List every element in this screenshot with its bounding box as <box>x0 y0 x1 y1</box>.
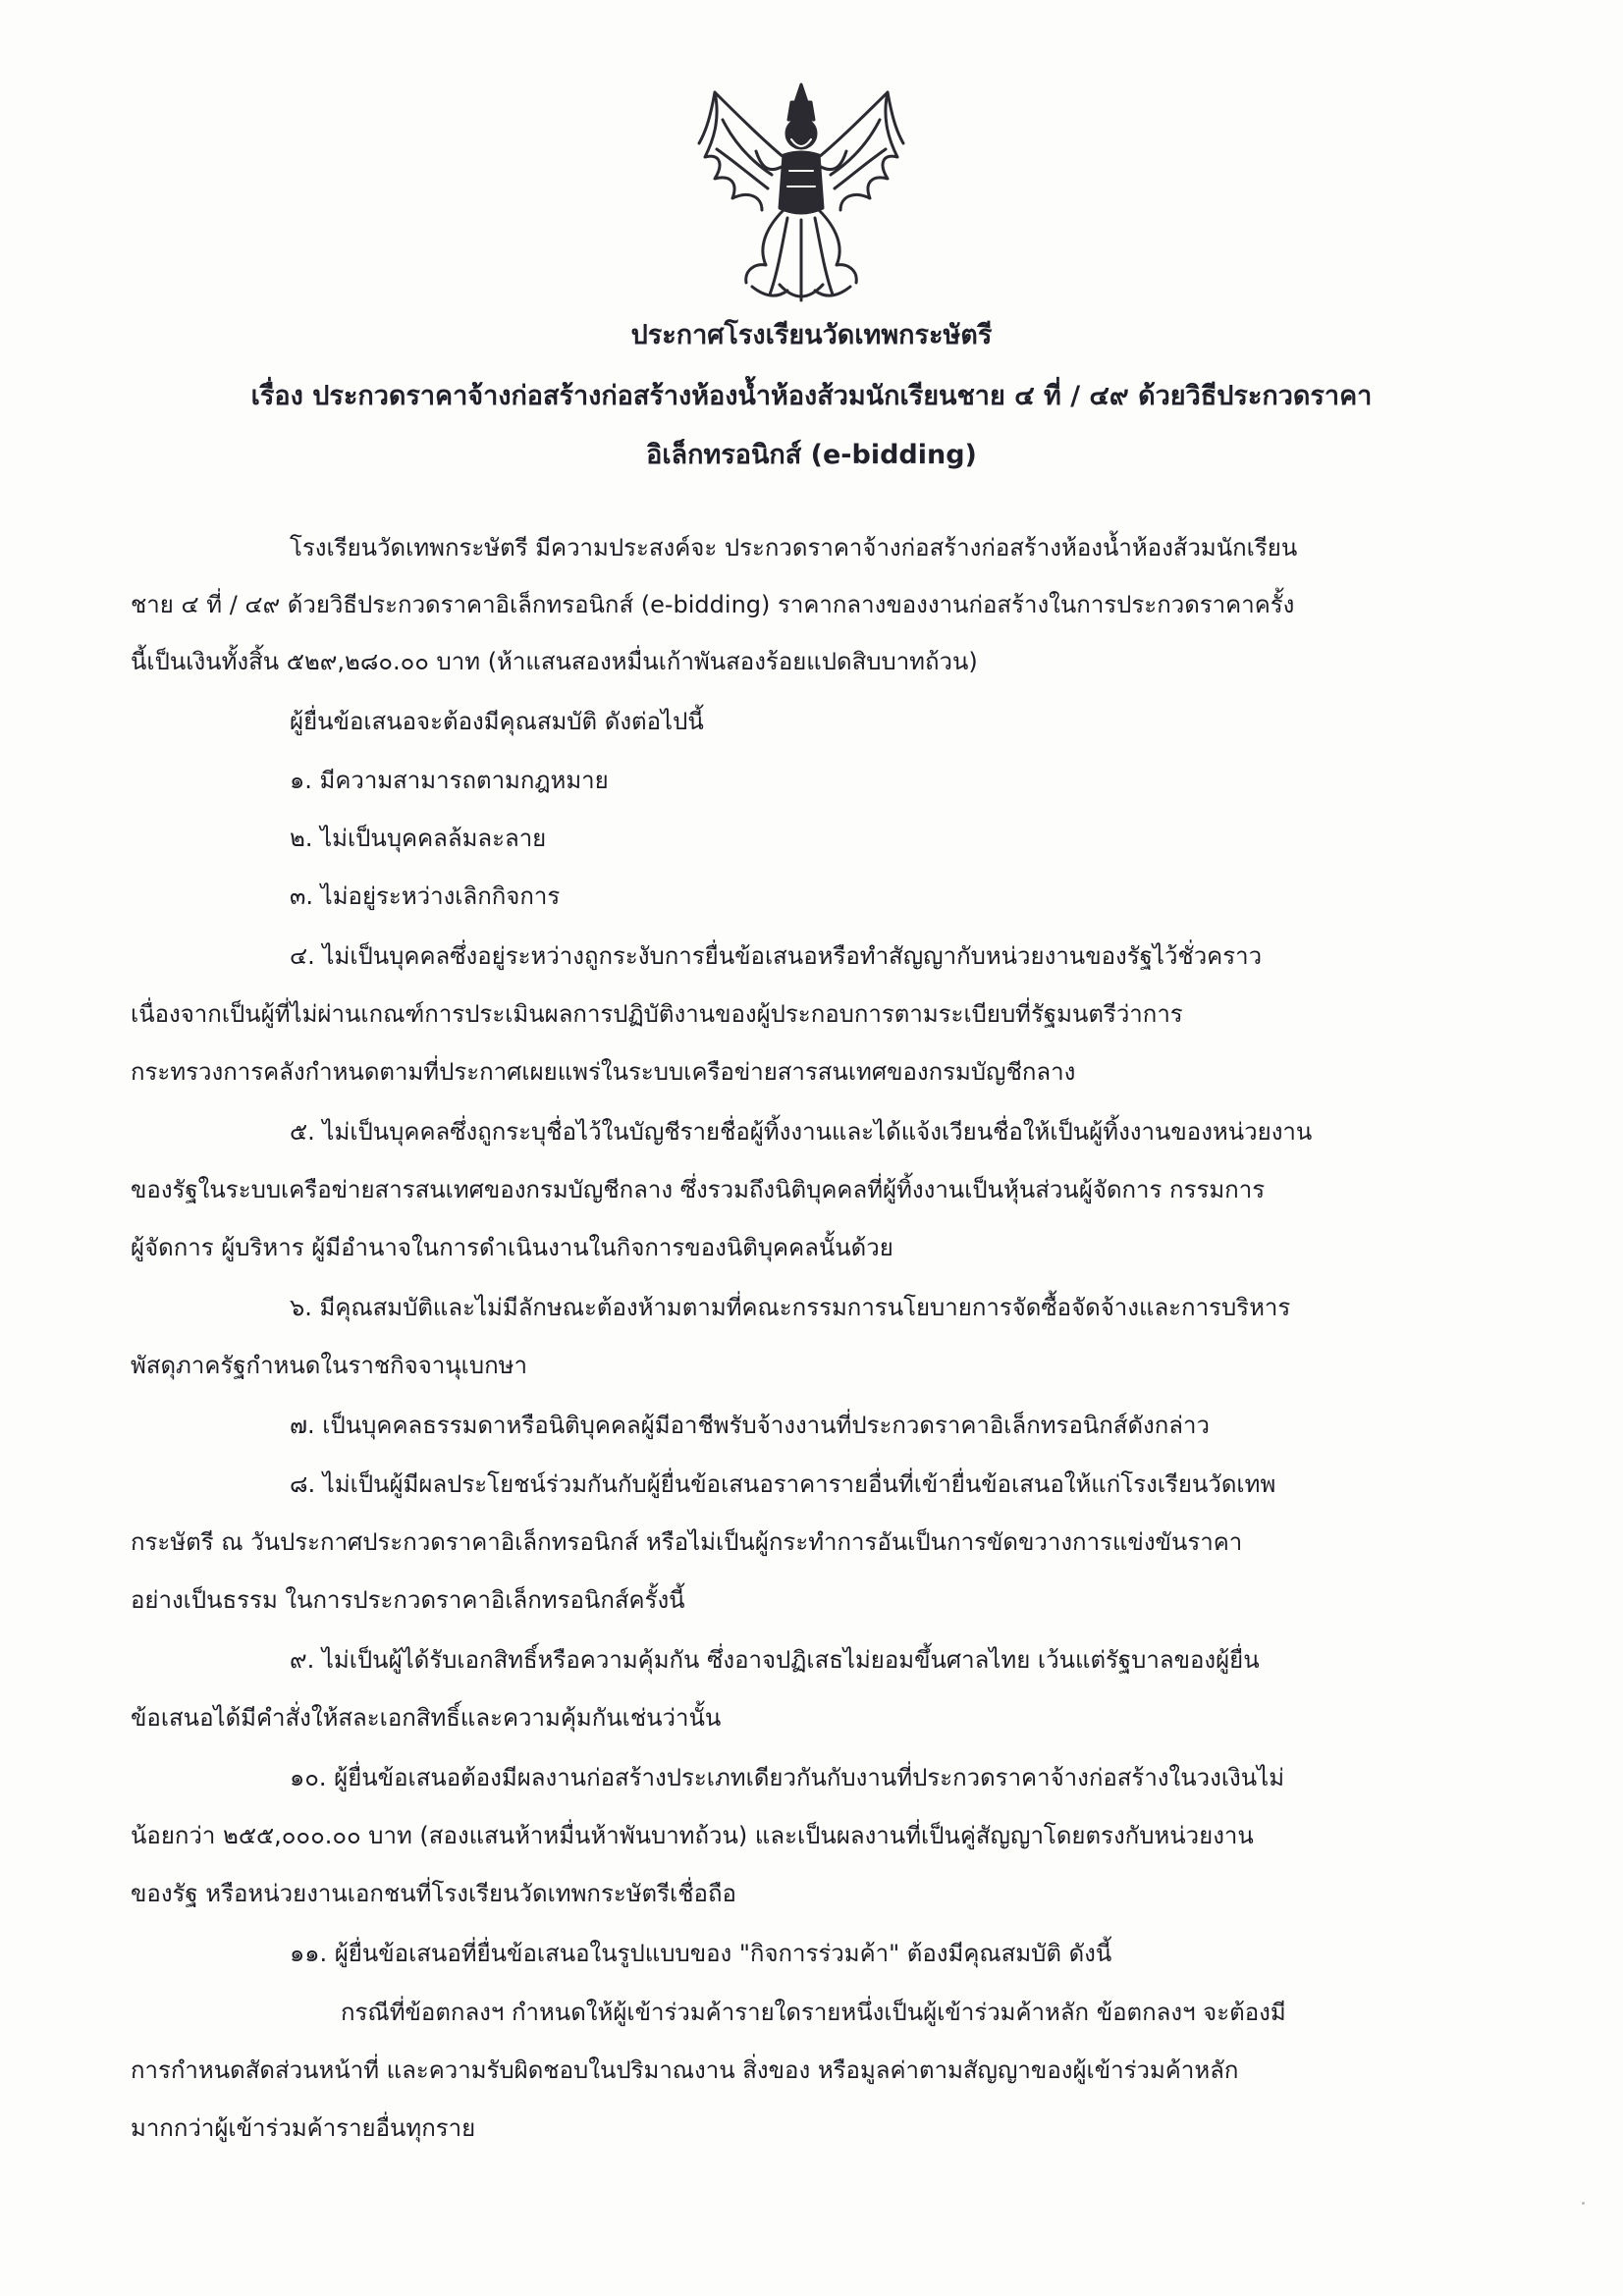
qualification-item-continued: พัสดุภาครัฐกำหนดในราชกิจจานุเบกษา <box>131 1352 527 1379</box>
qualification-item-continued: ของรัฐ หรือหน่วยงานเอกชนที่โรงเรียนวัดเทพกระษัตรีเชื่อถือ <box>131 1880 736 1907</box>
qualification-item-continued: ข้อเสนอได้มีคำสั่งให้สละเอกสิทธิ์และความคุ้มกันเช่นว่านั้น <box>131 1704 722 1732</box>
qualification-item-continued: น้อยกว่า ๒๕๕,๐๐๐.๐๐ บาท (สองแสนห้าหมื่นห้าพันบาทถ้วน) และเป็นผลงานที่เป็นคู่สัญญาโดยตรงกับหน่วยงาน <box>131 1822 1254 1849</box>
qualification-item: ๗. เป็นบุคคลธรรมดาหรือนิติบุคคลผู้มีอาชีพรับจ้างงานที่ประกวดราคาอิเล็กทรอนิกส์ดังกล่าว <box>290 1412 1210 1439</box>
announcement-subject: เรื่อง ประกวดราคาจ้างก่อสร้างก่อสร้างห้องน้ำห้องส้วมนักเรียนชาย ๔ ที่ / ๔๙ ด้วยวิธีประกวดราคา <box>250 381 1373 411</box>
qualification-item-continued: อย่างเป็นธรรม ในการประกวดราคาอิเล็กทรอนิกส์ครั้งนี้ <box>131 1586 685 1614</box>
qualification-item-continued: ของรัฐในระบบเครือข่ายสารสนเทศของกรมบัญชีกลาง ซึ่งรวมถึงนิติบุคคลที่ผู้ทิ้งงานเป็นหุ้นส่วนผู้จัดการ กรรมการ <box>131 1176 1266 1203</box>
qualification-item: ๖. มีคุณสมบัติและไม่มีลักษณะต้องห้ามตามที่คณะกรรมการนโยบายการจัดซื้อจัดจ้างและการบริหาร <box>290 1294 1291 1321</box>
qualification-item: ๔. ไม่เป็นบุคคลซึ่งอยู่ระหว่างถูกระงับการยื่นข้อเสนอหรือทำสัญญากับหน่วยงานของรัฐไว้ชั่วคราว <box>290 942 1263 970</box>
joint-venture-clause-continued: มากกว่าผู้เข้าร่วมค้ารายอื่นทุกราย <box>131 2114 476 2142</box>
qualification-item: ๑. มีความสามารถตามกฎหมาย <box>290 767 609 794</box>
joint-venture-clause-continued: การกำหนดสัดส่วนหน้าที่ และความรับผิดชอบในปริมาณงาน สิ่งของ หรือมูลค่าตามสัญญาของผู้เข้าร่วมค้าหลัก <box>131 2056 1239 2084</box>
qualification-item: ๑๑. ผู้ยื่นข้อเสนอที่ยื่นข้อเสนอในรูปแบบของ "กิจการร่วมค้า" ต้องมีคุณสมบัติ ดังนี้ <box>290 1940 1112 1967</box>
qualification-item-continued: ผู้จัดการ ผู้บริหาร ผู้มีอำนาจในการดำเนินงานในกิจการของนิติบุคคลนั้นด้วย <box>131 1234 893 1261</box>
intro-line: ชาย ๔ ที่ / ๔๙ ด้วยวิธีประกวดราคาอิเล็กทรอนิกส์ (e-bidding) ราคากลางของงานก่อสร้างในการประกวดราคาครั้ง <box>131 591 1295 618</box>
qualifications-intro: ผู้ยื่นข้อเสนอจะต้องมีคุณสมบัติ ดังต่อไปนี้ <box>290 708 704 735</box>
qualification-item-continued: กระทรวงการคลังกำหนดตามที่ประกาศเผยแพร่ในระบบเครือข่ายสารสนเทศของกรมบัญชีกลาง <box>131 1058 1076 1086</box>
intro-line: โรงเรียนวัดเทพกระษัตรี มีความประสงค์จะ ประกวดราคาจ้างก่อสร้างก่อสร้างห้องน้ำห้องส้วมนักเรียน <box>290 534 1298 561</box>
qualification-item-continued: เนื่องจากเป็นผู้ที่ไม่ผ่านเกณฑ์การประเมินผลการปฏิบัติงานของผู้ประกอบการตามระเบียบที่รัฐมนตรีว่าการ <box>131 1000 1183 1028</box>
qualification-item: ๑๐. ผู้ยื่นข้อเสนอต้องมีผลงานก่อสร้างประเภทเดียวกันกับงานที่ประกวดราคาจ้างก่อสร้างในวงเงินไม่ <box>290 1764 1285 1791</box>
intro-line: นี้เป็นเงินทั้งสิ้น ๕๒๙,๒๘๐.๐๐ บาท (ห้าแสนสองหมื่นเก้าพันสองร้อยแปดสิบบาทถ้วน) <box>131 648 978 675</box>
qualification-item: ๘. ไม่เป็นผู้มีผลประโยชน์ร่วมกันกับผู้ยื่นข้อเสนอราคารายอื่นที่เข้ายื่นข้อเสนอให้แก่โรงเรียนวัดเทพ <box>290 1470 1276 1498</box>
garuda-emblem-icon <box>693 80 909 308</box>
qualification-item-continued: กระษัตรี ณ วันประกาศประกวดราคาอิเล็กทรอนิกส์ หรือไม่เป็นผู้กระทำการอันเป็นการขัดขวางการแข่งขันราคา <box>131 1528 1243 1556</box>
scan-speck <box>1582 2202 1585 2205</box>
qualification-item: ๒. ไม่เป็นบุคคลล้มละลาย <box>290 825 547 852</box>
qualification-item: ๕. ไม่เป็นบุคคลซึ่งถูกระบุชื่อไว้ในบัญชีรายชื่อผู้ทิ้งงานและได้แจ้งเวียนชื่อให้เป็นผู้ทิ้งงานของหน่วยงาน <box>290 1118 1313 1146</box>
announcement-title: ประกาศโรงเรียนวัดเทพกระษัตรี <box>630 320 993 350</box>
qualification-item: ๙. ไม่เป็นผู้ได้รับเอกสิทธิ์หรือความคุ้มกัน ซึ่งอาจปฏิเสธไม่ยอมขึ้นศาลไทย เว้นแต่รัฐบาลของผู้ยื่น <box>290 1646 1260 1674</box>
qualification-item: ๓. ไม่อยู่ระหว่างเลิกกิจการ <box>290 882 561 910</box>
announcement-subject-continued: อิเล็กทรอนิกส์ (e-bidding) <box>646 440 977 470</box>
joint-venture-clause: กรณีที่ข้อตกลงฯ กำหนดให้ผู้เข้าร่วมค้ารายใดรายหนึ่งเป็นผู้เข้าร่วมค้าหลัก ข้อตกลงฯ จะต้องมี <box>341 1999 1286 2026</box>
